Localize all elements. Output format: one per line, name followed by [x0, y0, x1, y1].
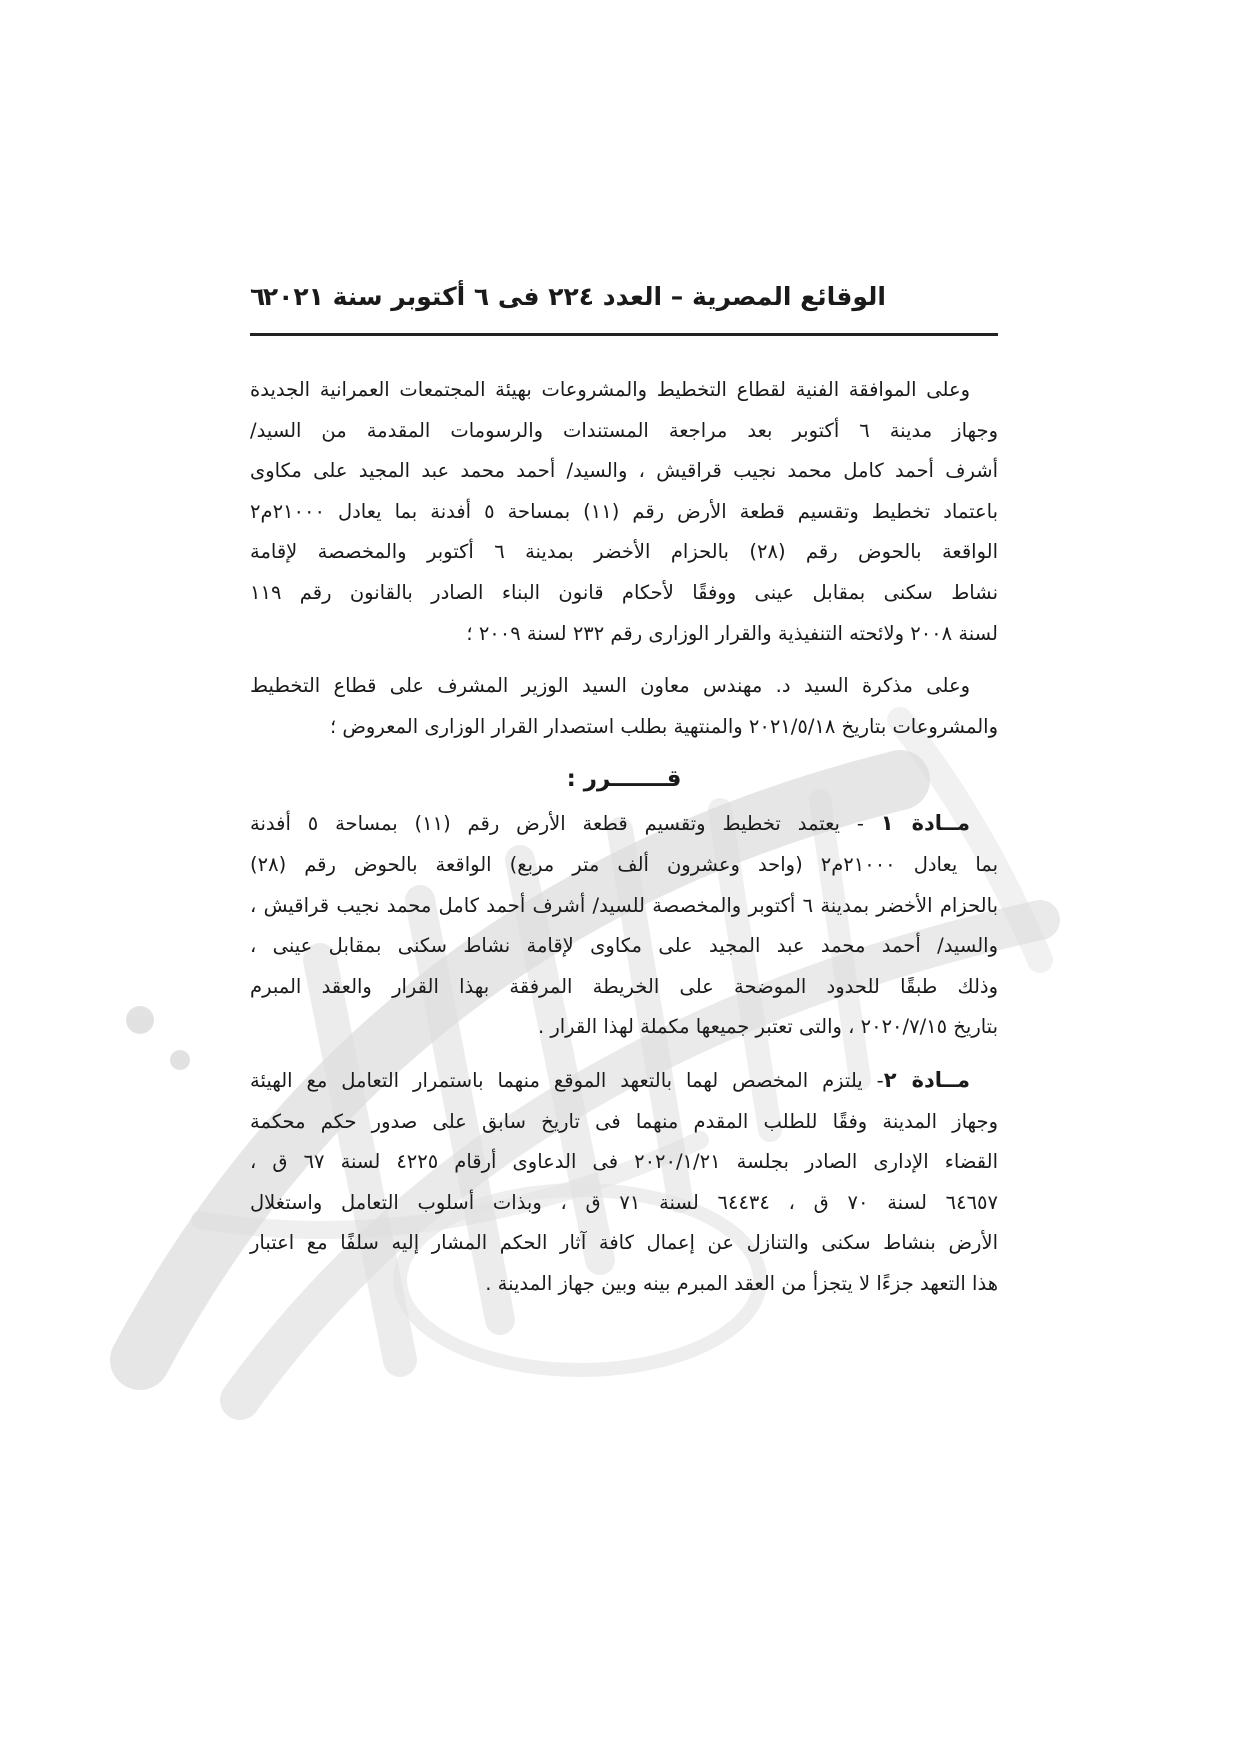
text-line: وجهاز مدينة ٦ أكتوبر بعد مراجعة المستندات والرسومات المقدمة من السيد/ — [250, 418, 998, 442]
header-divider — [250, 333, 998, 336]
text-line: ٦٤٦٥٧ لسنة ٧٠ ق ، ٦٤٤٣٤ لسنة ٧١ ق ، وبذات أسلوب التعامل واستغلال — [250, 1190, 999, 1214]
text-line: وعلى الموافقة الفنية لقطاع التخطيط والمشروعات بهيئة المجتمعات العمرانية الجديدة — [250, 378, 970, 401]
article-1 — [250, 803, 998, 1048]
text-line: هذا التعهد جزءًا لا يتجزأ من العقد المبرم بينه وبين جهاز المدينة . — [485, 1271, 998, 1295]
text-line: نشاط سكنى بمقابل عينى ووفقًا لأحكام قانون البناء الصادر بالقانون رقم ١١٩ — [250, 580, 998, 604]
text-line: بالحزام الأخضر بمدينة ٦ أكتوبر والمخصصة للسيد/ أشرف أحمد كامل محمد نجيب قراقيش ، — [250, 893, 998, 917]
text-line: وعلى مذكرة السيد د. مهندس معاون السيد الوزير المشرف على قطاع التخطيط — [250, 674, 970, 698]
page-number: ٦ — [250, 282, 266, 311]
document-body — [250, 370, 998, 1316]
text-line: والمشروعات بتاريخ ٢٠٢١/٥/١٨ والمنتهية بطلب استصدار القرار الوزارى المعروض ؛ — [329, 714, 998, 738]
gazette-title: الوقائع المصرية – العدد ٢٢٤ فى ٦ أكتوبر سنة ٢٠٢١ — [262, 282, 886, 311]
article-2 — [250, 1060, 998, 1305]
text-line: وذلك طبقًا للحدود الموضحة على الخريطة المرفقة بهذا القرار والعقد المبرم — [250, 974, 998, 998]
preamble-paragraph-1 — [250, 370, 998, 654]
text-line: بتاريخ ٢٠٢٠/٧/١٥ ، والتى تعتبر جميعها مكملة لهذا القرار . — [537, 1015, 998, 1039]
preamble-paragraph-2 — [250, 666, 998, 747]
text-line: الواقعة بالحوض رقم (٢٨) بالحزام الأخضر بمدينة ٦ أكتوبر والمخصصة لإقامة — [250, 540, 999, 564]
text-line: أشرف أحمد كامل محمد نجيب قراقيش ، والسيد/ أحمد محمد عبد المجيد على مكاوى — [250, 459, 998, 483]
text-line: وجهاز المدينة وفقًا للطلب المقدم منهما فى تاريخ سابق على صدور حكم محكمة — [250, 1109, 998, 1133]
decision-heading: قـــــــرر : — [566, 766, 682, 793]
text-line: بما يعادل ٢١٠٠٠م٢ (واحد وعشرون ألف متر مربع) الواقعة بالحوض رقم (٢٨) — [250, 852, 998, 876]
page-header — [250, 282, 998, 322]
article-label: مــادة ٢ — [883, 1067, 970, 1092]
article-text: - يعتمد تخطيط وتقسيم قطعة الأرض رقم (١١) بمساحة ٥ أفدنة — [250, 812, 881, 836]
text-line: الأرض بنشاط سكنى والتنازل عن إعمال كافة آثار الحكم المشار إليه سلفًا مع اعتبار — [250, 1231, 998, 1255]
text-line: باعتماد تخطيط وتقسيم قطعة الأرض رقم (١١) بمساحة ٥ أفدنة بما يعادل ٢١٠٠٠م٢ — [250, 499, 998, 523]
text-line: لسنة ٢٠٠٨ ولائحته التنفيذية والقرار الوزارى رقم ٢٣٢ لسنة ٢٠٠٩ ؛ — [466, 621, 998, 645]
text-line — [250, 803, 998, 845]
text-line: القضاء الإدارى الصادر بجلسة ٢٠٢٠/١/٢١ فى الدعاوى أرقام ٤٢٢٥ لسنة ٦٧ ق ، — [250, 1150, 999, 1174]
article-text: - يلتزم المخصص لهما بالتعهد الموقع منهما باستمرار التعامل مع الهيئة — [250, 1068, 884, 1092]
text-line — [250, 1060, 998, 1102]
text-line: والسيد/ أحمد محمد عبد المجيد على مكاوى لإقامة نشاط سكنى بمقابل عينى ، — [250, 934, 998, 958]
article-label: مــادة ١ — [880, 811, 970, 836]
